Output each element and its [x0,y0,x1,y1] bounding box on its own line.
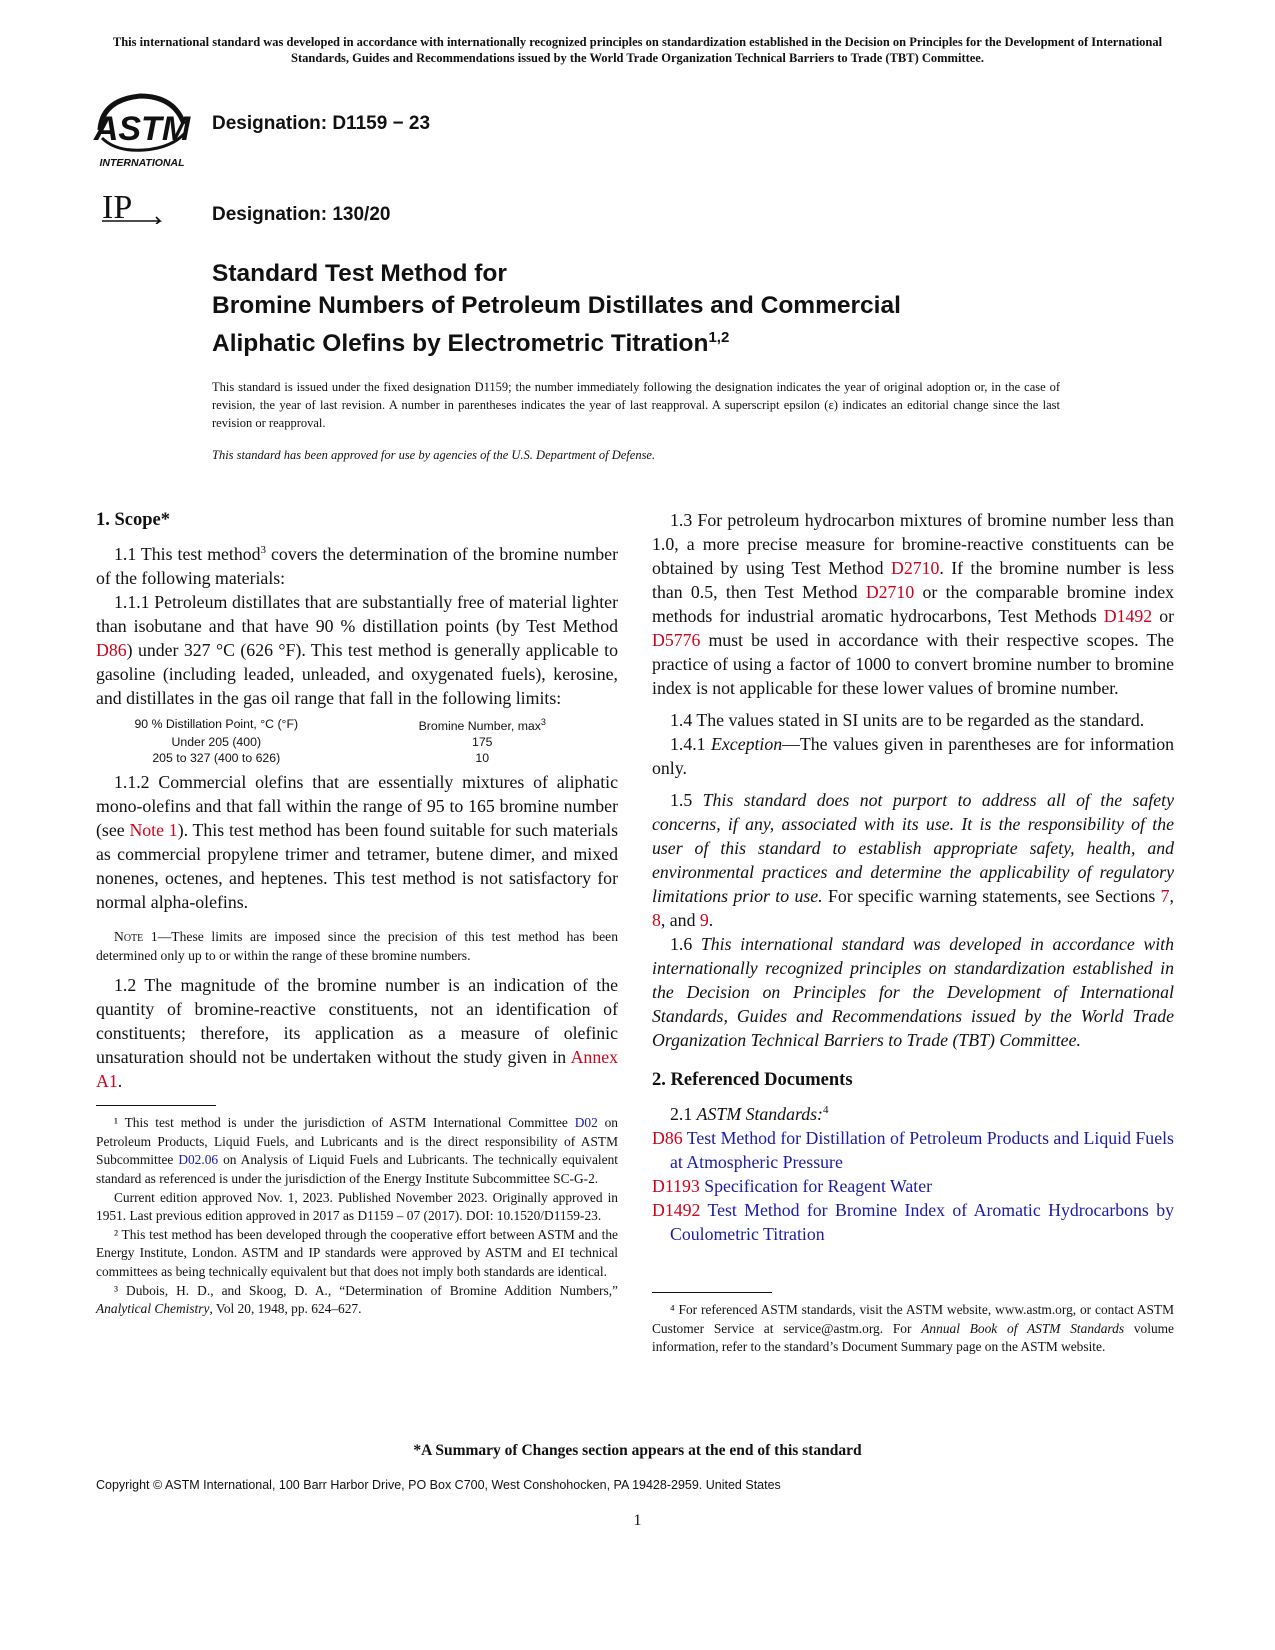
copyright-line: Copyright © ASTM International, 100 Barr Harbor Drive, PO Box C700, West Conshohocken, PA 19428-2959. United States [96,1478,781,1492]
table-header-row [96,714,618,734]
footnote-divider [652,1292,772,1293]
link-note-1[interactable]: Note 1 [129,820,178,841]
link-section-9[interactable]: 9 [699,910,709,930]
para-1-5: 1.5 This standard does not purport to address all of the safety concerns, if any, associated with its use. It is the responsibility of the user of this standard to establish appropriate safety, health, and environmental practices and determine the applicability of regulatory limitations prior to use. For specific warning statements, see Sections 7, 8, and 9. [652,790,1175,930]
note-1: Note 1—These limits are imposed since the precision of this test method has been determined only up to or within the range of these bromine numbers. [96,929,618,963]
astm-logo [92,88,192,170]
ip-logo [100,188,164,224]
link-d1492[interactable]: D1492 [1103,606,1153,626]
link-d02[interactable]: D02 [574,1115,598,1131]
section-2-heading: 2. Referenced Documents [652,1070,853,1090]
link-section-8[interactable]: 8 [652,910,661,930]
para-1-4: 1.4 The values stated in SI units are to be regarded as the standard. [670,710,1145,730]
para-2-1: 2.1 ASTM Standards:$^4$ [670,1103,829,1124]
footnote-2: ² This test method has been developed through the cooperative effort between ASTM and the Energy Institute, London. ASTM and IP standards were approved by ASTM and EI technical committees as being technically equivalent but that does not imply both standards are identical. [96,1226,618,1279]
reference-d1492[interactable]: D1492 Test Method for Bromine Index of Aromatic Hydrocarbons by Coulometric Titration [652,1199,1174,1244]
table-row [96,734,618,750]
table-header-distillation: 90 % Distillation Point, °C (°F) [134,716,299,731]
table-cell-value: 175 [472,735,493,750]
ip-logo-text: IP [102,189,133,224]
footnote-divider [96,1105,216,1106]
left-column [96,508,618,1319]
summary-of-changes-note: *A Summary of Changes section appears at the end of this standard [413,1442,862,1459]
right-column [652,508,1174,1357]
title-line-2: Bromine Numbers of Petroleum Distillates and Commercial [212,292,901,319]
reference-d86[interactable]: D86 Test Method for Distillation of Petroleum Products and Liquid Fuels at Atmospheric Pressure [652,1127,1174,1172]
document-title [212,258,1092,360]
para-1-4-1: 1.4.1 Exception—The values given in parentheses are for information only. [652,734,1174,778]
link-d5776[interactable]: D5776 [652,630,701,650]
title-line-3 [212,322,1092,360]
link-d2710[interactable]: D2710 [890,558,940,578]
reference-d1193[interactable]: D1193 Specification for Reagent Water [652,1175,933,1196]
title-line-3-text: Aliphatic Olefins by Electrometric Titration [212,330,709,358]
para-1-2: 1.2 The magnitude of the bromine number is an indication of the quantity of bromine-reactive constituents, not an identification of constituents; therefore, its application as a measure of olefinic unsaturation should not be undertaken without the study given in Annex A1. [96,975,618,1092]
standard-issued-note: This standard is issued under the fixed designation D1159; the number immediately following the designation indicates the year of original adoption or, in the case of revision, the year of last revision. A number in parentheses indicates the year of last reapproval. A superscript epsilon (ε) indicates an editorial change since the last revision or reapproval. [212,380,1060,430]
page-number: 1 [633,1512,642,1529]
link-annex-a1[interactable]: Annex A1 [96,1047,618,1092]
section-1-heading: 1. Scope* [96,510,170,530]
para-1-1-2: 1.1.2 Commercial olefins that are essentially mixtures of aliphatic mono-olefins and that fall within the range of 95 to 165 bromine number (see Note 1). This test method has been found suitable for such materials as commercial propylene trimer and tetramer, butene dimer, and mixed nonenes, octenes, and heptenes. This test method is not satisfactory for normal alpha-olefins. [96,772,618,913]
table-cell-value: 10 [475,751,490,766]
distillation-limits-table [96,714,618,766]
table-cell-range: 205 to 327 (400 to 626) [152,751,281,766]
top-notice: This international standard was developed in accordance with internationally recognized principles on standardization established in the Decision on Principles for the Development of International Standards, Guides and Recommendations issued by the World Trade Organization Technical Barriers to Trade (TBT) Committee. [112,35,1163,65]
link-section-7[interactable]: 7 [1160,886,1170,906]
para-1-6: 1.6 This international standard was developed in accordance with internationally recognized principles on standardization established in the Decision on Principles for the Development of International Standards, Guides and Recommendations issued by the World Trade Organization Technical Barriers to Trade (TBT) Committee. [652,934,1175,1050]
dod-approval-note: This standard has been approved for use by agencies of the U.S. Department of Defense. [212,448,656,462]
para-1-3: 1.3 For petroleum hydrocarbon mixtures of bromine number less than 1.0, a more precise measure for bromine-reactive constituents can be obtained by using Test Method D2710. If the bromine number is less than 0.5, then Test Method D2710 or the comparable bromine index methods for industrial aromatic hydrocarbons, Test Methods D1492 or D5776 must be used in accordance with their respective scopes. The practice of using a factor of 1000 to convert bromine number to bromine index is not applicable for these lower values of bromine number. [652,510,1175,698]
astm-logo-letters: ASTM [93,110,191,148]
link-d2710[interactable]: D2710 [865,582,915,602]
designation-astm: Designation: D1159 − 23 [212,113,431,134]
table-row [96,750,618,766]
footnote-1-edition: Current edition approved Nov. 1, 2023. Published November 2023. Originally approved in 1951. Last previous edition approved in 2017 as D1159 – 07 (2017). DOI: 10.1520/D1159-23. [96,1189,618,1224]
title-line-1: Standard Test Method for [212,260,507,287]
para-1-1-1: 1.1.1 Petroleum distillates that are substantially free of material lighter than isobutane and that have 90 % distillation points (by Test Method D86) under 327 °C (626 °F). This test method is generally applicable to gasoline (including leaded, unleaded, and oxygenated fuels), kerosine, and distillates in the gas oil range that fall in the following limits: [96,591,618,708]
link-d02-06[interactable]: D02.06 [178,1152,219,1168]
table-header-bromine: Bromine Number, $\max^3$ [418,716,546,734]
footnote-3: ³ Dubois, H. D., and Skoog, D. A., “Determination of Bromine Addition Numbers,” Analytical Chemistry, Vol 20, 1948, pp. 624–627. [96,1282,618,1317]
title-footnote-marks: 1,2 [708,329,730,346]
footnote-4: ⁴ For referenced ASTM standards, visit the ASTM website, www.astm.org, or contact ASTM Customer Service at service@astm.org. For Annual Book of ASTM Standards volume information, refer to the standard’s Document Summary page on the ASTM website. [652,1301,1174,1355]
table-cell-range: Under 205 (400) [171,735,262,750]
astm-logo-caption: INTERNATIONAL [99,157,185,169]
footnote-1: ¹ This test method is under the jurisdiction of ASTM International Committee D02 on Petroleum Products, Liquid Fuels, and Lubricants and is the direct responsibility of ASTM Subcommittee D02.06 on Analysis of Liquid Fuels and Lubricants. The technically equivalent standard as referenced is under the jurisdiction of the Energy Institute Subcommittee SC-G-2. [96,1115,618,1186]
link-d86[interactable]: D86 [96,639,127,660]
para-1-1: 1.1 This test method$^3$ covers the determination of the bromine number of the following materials: [96,543,618,588]
designation-ip: Designation: 130/20 [212,204,391,225]
